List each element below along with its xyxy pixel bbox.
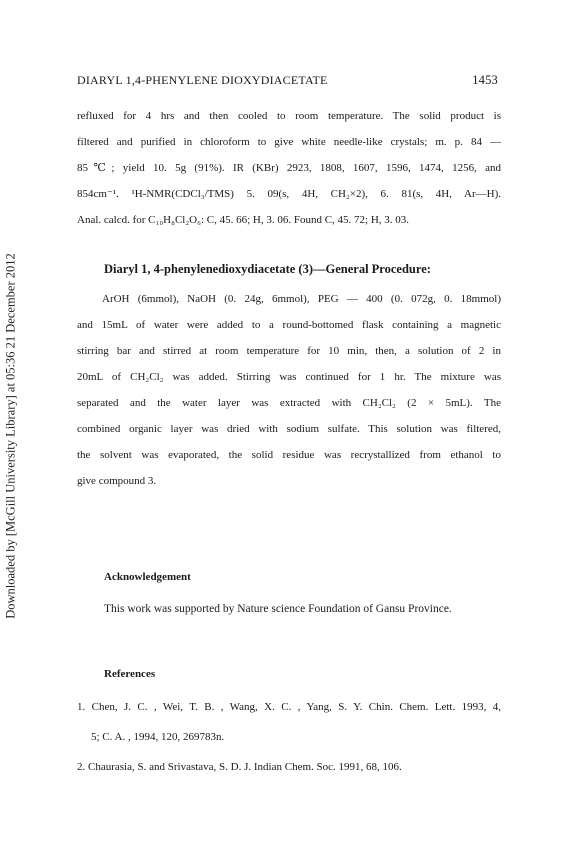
text-line: combined organic layer was dried with sodium sulfate. This solution was filtered,	[77, 423, 501, 435]
text-line: 85℃; yield 10. 5g (91%). IR (KBr) 2923, 1808, 1607, 1596, 1474, 1256, and	[77, 162, 501, 174]
reference-line: 5; C. A. , 1994, 120, 269783n.	[91, 731, 225, 743]
acknowledgement-heading: Acknowledgement	[104, 571, 191, 583]
reference-line: 1. Chen, J. C. , Wei, T. B. , Wang, X. C. , Yang, S. Y. Chin. Chem. Lett. 1993, 4,	[77, 701, 501, 713]
running-title: DIARYL 1,4-PHENYLENE DIOXYDIACETATE	[77, 73, 328, 87]
references-heading: References	[104, 668, 156, 680]
reference-list	[77, 692, 501, 782]
acknowledgement-text: This work was supported by Nature science Foundation of Gansu Province.	[104, 603, 452, 615]
reference-line: 2. Chaurasia, S. and Srivastava, S. D. J. Indian Chem. Soc. 1991, 68, 106.	[77, 761, 402, 773]
text-line: and 15mL of water were added to a round-bottomed flask containing a magnetic	[77, 319, 501, 331]
text-line: separated and the water layer was extracted with CH₂Cl₂ (2 × 5mL). The	[77, 397, 501, 409]
watermark-text: Downloaded by [McGill University Library] at 05:36 21 December 2012	[3, 253, 18, 619]
text-line: 20mL of CH₂Cl₂ was added. Stirring was continued for 1 hr. The mixture was	[77, 371, 501, 383]
text-line: the solvent was evaporated, the solid residue was recrystallized from ethanol to	[77, 449, 501, 461]
text-line: 854cm⁻¹. ¹H-NMR(CDCl₃/TMS) 5. 09(s, 4H, CH₂×2), 6. 81(s, 4H, Ar—H).	[77, 188, 501, 200]
page-number: 1453	[472, 73, 498, 87]
text-line: Anal. calcd. for C₁₀H₈Cl₂O₆: C, 45. 66; H, 3. 06. Found C, 45. 72; H, 3. 03.	[77, 214, 410, 226]
paragraph-procedure	[77, 286, 501, 494]
download-watermark	[3, 236, 19, 636]
text-line: ArOH (6mmol), NaOH (0. 24g, 6mmol), PEG — 400 (0. 072g, 0. 18mmol)	[102, 293, 501, 305]
text-line: stirring bar and stirred at room temperature for 10 min, then, a solution of 2 in	[77, 345, 501, 357]
paragraph-characterization	[77, 103, 501, 233]
text-line: refluxed for 4 hrs and then cooled to room temperature. The solid product is	[77, 110, 501, 122]
text-line: give compound 3.	[77, 475, 157, 487]
running-header	[77, 73, 498, 88]
section-heading: Diaryl 1, 4-phenylenedioxydiacetate (3)—General Procedure:	[104, 262, 431, 276]
text-line: filtered and purified in chloroform to give white needle-like crystals; m. p. 84 —	[77, 136, 501, 148]
